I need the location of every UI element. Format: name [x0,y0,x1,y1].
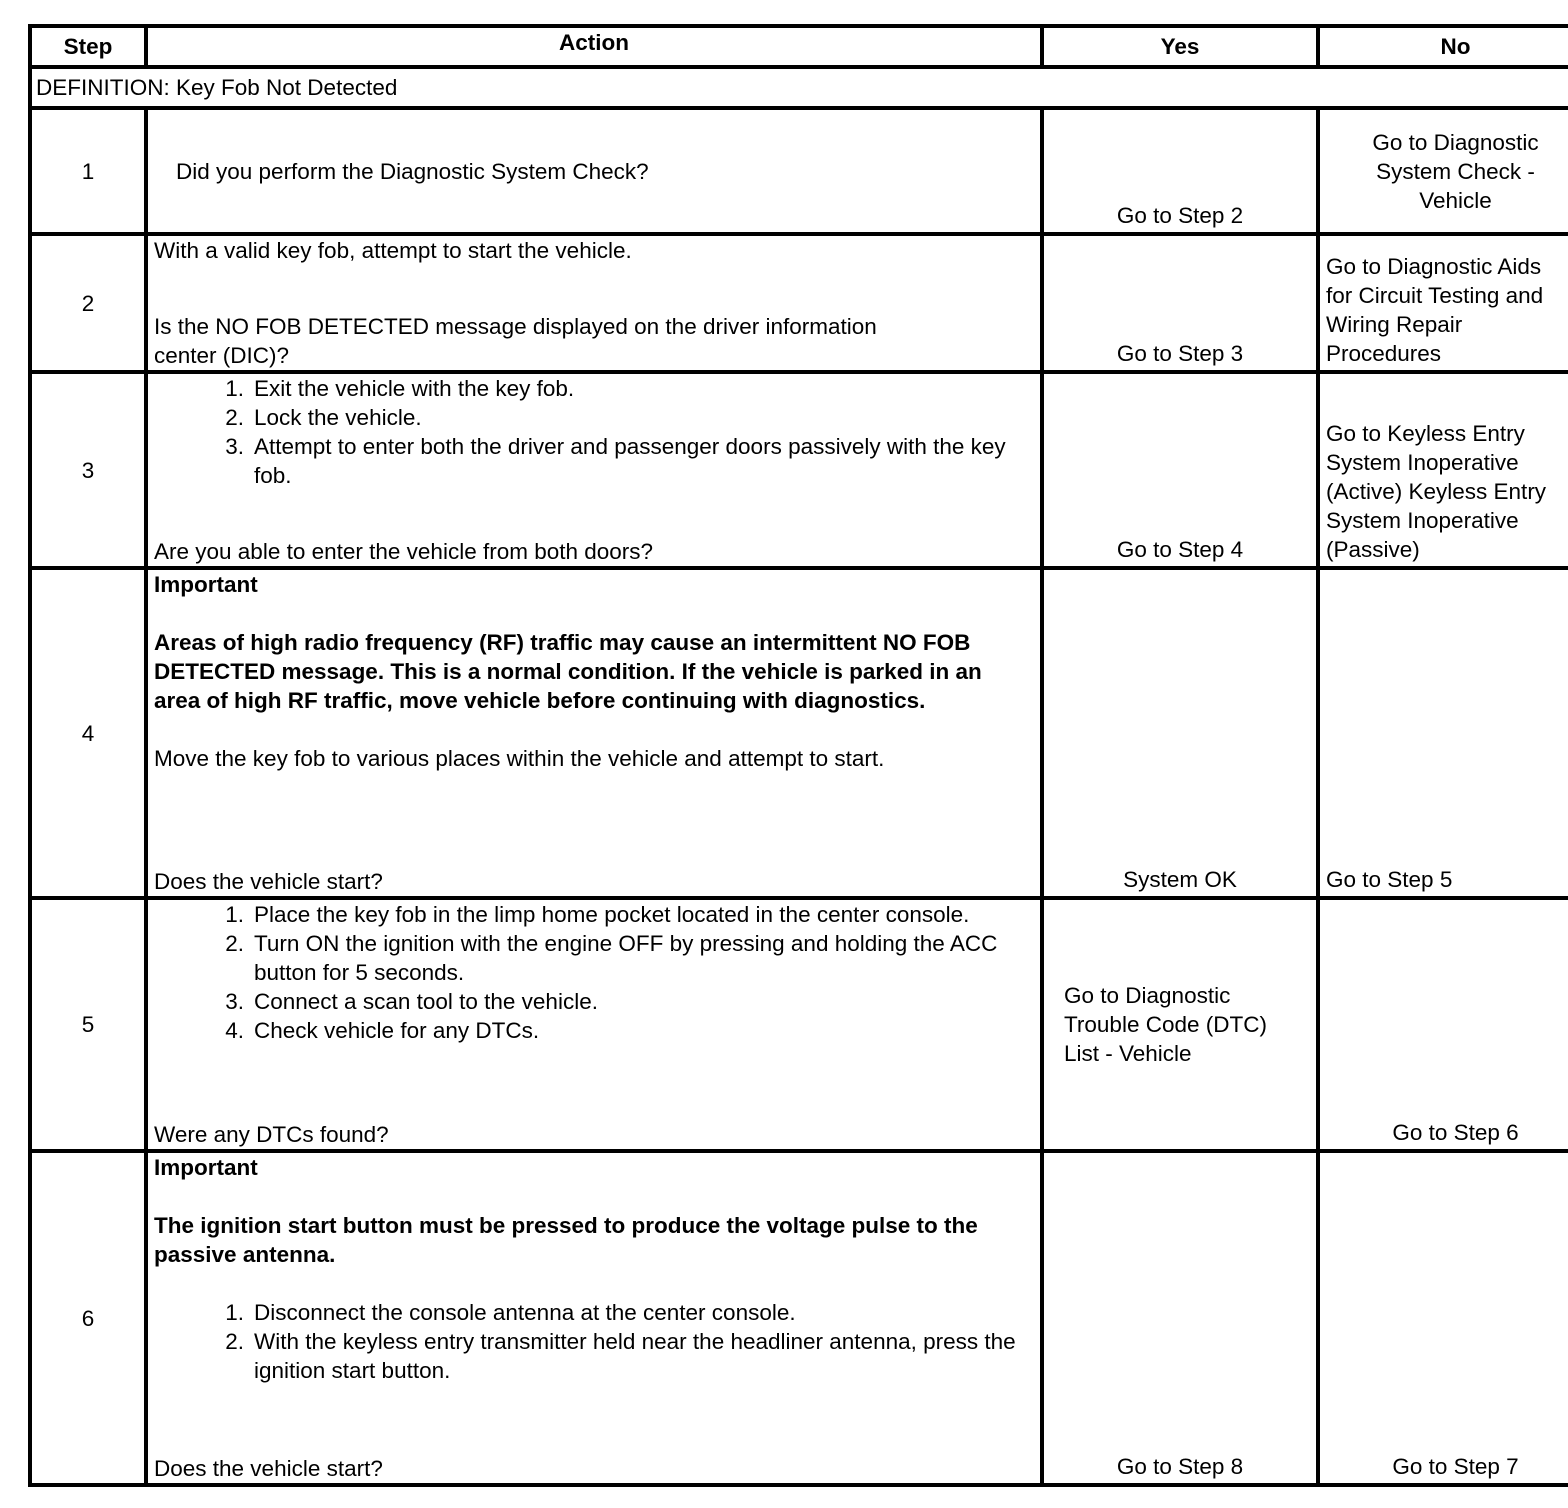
step-number: 4 [30,568,146,898]
list-item: 1. Place the key fob in the limp home pocket located in the center console. [225,902,970,927]
step-number: 2 [30,234,146,372]
action-list [154,1298,1034,1385]
yes-line: Trouble Code (DTC) [1064,1012,1267,1037]
no-line: for Circuit Testing and [1326,283,1544,308]
no-line: Go to Diagnostic Aids [1326,254,1542,279]
no-line: Go to Keyless Entry [1326,421,1525,446]
yes-line: List - Vehicle [1064,1041,1192,1066]
list-item: 2. Turn ON the ignition with the engine OFF by pressing and holding the ACC button for 5 seconds. [225,931,998,985]
no-line: (Active) Keyless Entry [1326,479,1547,504]
list-item: 2. Lock the vehicle. [225,405,422,430]
action-cell [146,1151,1042,1485]
list-item: 4. Check vehicle for any DTCs. [225,1018,540,1043]
step-number: 6 [30,1151,146,1485]
no-line: Procedures [1326,341,1442,366]
question-text: Did you perform the Diagnostic System Check? [176,158,649,184]
question-text: Are you able to enter the vehicle from both doors? [154,539,654,564]
intro-text: With a valid key fob, attempt to start the vehicle. [154,238,632,263]
table-row [30,108,1568,234]
question-text: Is the NO FOB DETECTED message displayed on the driver information [154,314,877,339]
action-cell [146,568,1042,898]
yes-cell: Go to Step 2 [1042,108,1318,234]
list-item: 1. Exit the vehicle with the key fob. [225,376,575,401]
table-row [30,568,1568,898]
diagnostic-table [28,24,1568,1487]
no-cell: Go to Step 5 [1318,568,1568,898]
important-label: Important [154,572,258,597]
table-row [30,234,1568,372]
header-row [30,26,1568,67]
list-item: 3. Connect a scan tool to the vehicle. [225,989,598,1014]
question-text: center (DIC)? [154,343,290,368]
no-cell [1318,108,1568,234]
question-text: Does the vehicle start? [154,1456,383,1481]
no-cell [1318,372,1568,568]
important-label: Important [154,1155,258,1180]
action-cell [146,234,1042,372]
yes-cell: System OK [1042,568,1318,898]
yes-cell: Go to Step 8 [1042,1151,1318,1485]
yes-line: Go to Diagnostic [1064,983,1231,1008]
action-list [154,374,1034,490]
no-line: System Inoperative [1326,450,1519,475]
yes-cell: Go to Step 3 [1042,234,1318,372]
no-cell: Go to Step 6 [1318,898,1568,1151]
list-item: 2. With the keyless entry transmitter held near the headliner antenna, press the ignition start button. [225,1329,1016,1383]
table-row [30,372,1568,568]
header-action: Action [146,26,1042,67]
question-text: Does the vehicle start? [154,869,383,894]
table-row [30,898,1568,1151]
no-line: (Passive) [1326,537,1420,562]
no-cell: Go to Step 7 [1318,1151,1568,1485]
no-line: Wiring Repair [1326,312,1463,337]
step-number: 1 [30,108,146,234]
important-note: The ignition start button must be pressed to produce the voltage pulse to the passive antenna. [154,1213,978,1267]
definition-text: DEFINITION: Key Fob Not Detected [30,67,1568,108]
definition-row [30,67,1568,108]
question-text: Were any DTCs found? [154,1122,389,1147]
action-cell [146,372,1042,568]
action-cell [146,898,1042,1151]
no-line: System Check - [1376,158,1535,184]
no-line: System Inoperative [1326,508,1519,533]
list-item: 1. Disconnect the console antenna at the center console. [225,1300,796,1325]
no-cell [1318,234,1568,372]
step-number: 5 [30,898,146,1151]
no-line: Go to Diagnostic [1372,129,1539,155]
header-step: Step [30,26,146,67]
action-cell [146,108,1042,234]
header-yes: Yes [1042,26,1318,67]
instruction-text: Move the key fob to various places within the vehicle and attempt to start. [154,746,885,771]
header-no: No [1318,26,1568,67]
action-list [154,900,1034,1045]
yes-cell: Go to Step 4 [1042,372,1318,568]
list-item: 3. Attempt to enter both the driver and passenger doors passively with the key fob. [225,434,1006,488]
yes-cell [1042,898,1318,1151]
no-line: Vehicle [1419,187,1492,213]
table-row [30,1151,1568,1485]
step-number: 3 [30,372,146,568]
important-note: Areas of high radio frequency (RF) traffic may cause an intermittent NO FOB DETECTED message. This is a normal condition. If the vehicle is parked in an area of high RF traffic, move vehicle before continuing with diagnostics. [154,630,982,713]
